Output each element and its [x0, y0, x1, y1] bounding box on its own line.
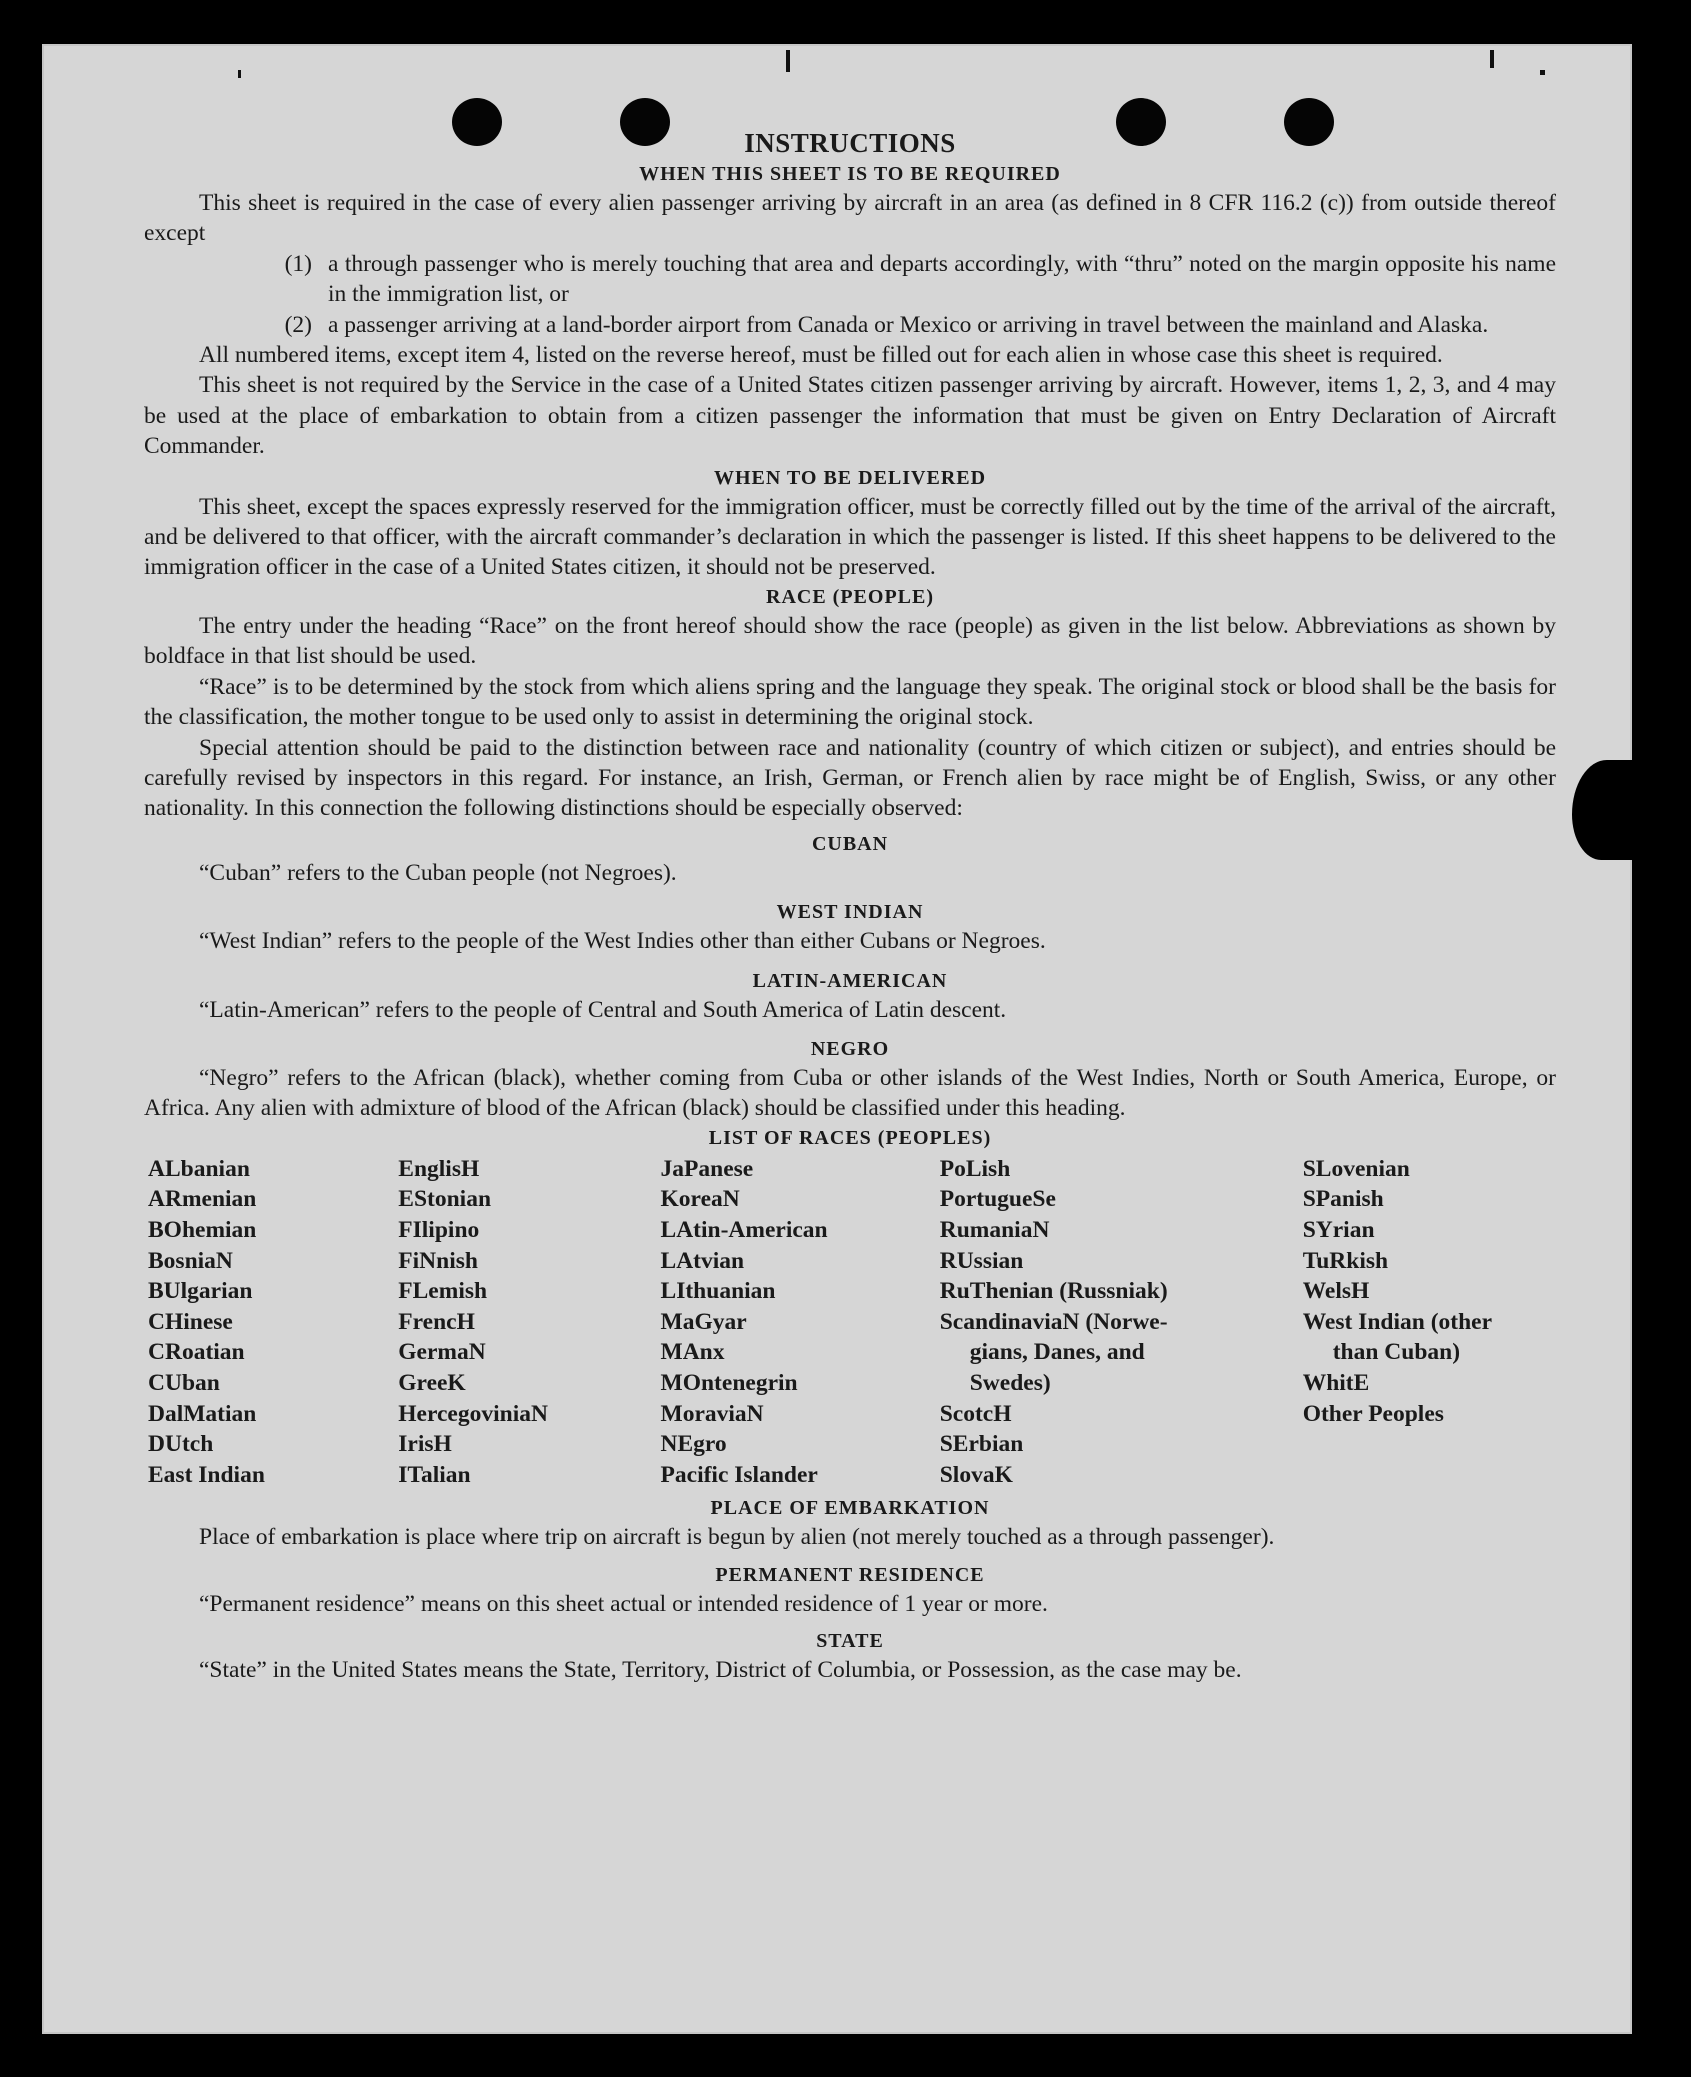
- paragraph: “State” in the United States means the State, Territory, District of Columbia, or Possession, as the case may be.: [199, 1657, 1242, 1684]
- section-heading: RACE (PEOPLE): [766, 585, 934, 608]
- races-column-4: [940, 1154, 1303, 1491]
- race-entry: FLemish: [398, 1278, 488, 1305]
- race-entry: West Indian (other: [1302, 1308, 1493, 1335]
- section-heading: WEST INDIAN: [776, 901, 924, 924]
- race-entry: GermaN: [398, 1339, 486, 1366]
- race-entry: MoraviaN: [660, 1400, 764, 1427]
- page-title: INSTRUCTIONS: [744, 128, 956, 158]
- race-entry: ScandinaviaN (Norwe-: [939, 1308, 1168, 1335]
- race-entry: FrencH: [398, 1308, 475, 1335]
- race-entry: LIthuanian: [660, 1278, 776, 1305]
- races-column-1: [144, 1154, 398, 1491]
- race-entry: EnglisH: [398, 1155, 480, 1182]
- paragraph: Place of embarkation is place where trip on aircraft is begun by alien (not merely touched as a through passenger).: [199, 1524, 1275, 1551]
- races-column-3: [661, 1154, 940, 1491]
- race-entry: FIlipino: [398, 1216, 480, 1243]
- race-entry: DalMatian: [148, 1400, 257, 1427]
- race-entry: SPanish: [1302, 1186, 1384, 1213]
- race-entry: CHinese: [148, 1308, 233, 1335]
- section-heading: PLACE OF EMBARKATION: [710, 1497, 990, 1520]
- race-entry-continued: Swedes): [969, 1369, 1051, 1396]
- scratch-mark: [786, 50, 790, 72]
- item-text: a through passenger who is merely touching that area and departs accordingly, with “thru” noted on the margin opposite his name in the immigration list, or: [328, 250, 1556, 308]
- race-entry: JaPanese: [660, 1155, 754, 1182]
- race-entry: RuThenian (Russniak): [939, 1278, 1168, 1305]
- race-entry: SErbian: [939, 1431, 1024, 1458]
- torn-edge: [1572, 760, 1636, 860]
- paragraph: This sheet is not required by the Service in the case of a United States citizen passenger arriving by aircraft. However, items 1, 2, 3, and 4 may be used at the place of embarkation to obtain from a citizen passenger the information that must be given on Entry Declaration of Aircraft Commander.: [144, 372, 1556, 460]
- race-entry-continued: gians, Danes, and: [969, 1339, 1145, 1366]
- paragraph: “Cuban” refers to the Cuban people (not Negroes).: [199, 859, 677, 886]
- race-entry: PortugueSe: [939, 1186, 1056, 1213]
- races-column-5: [1303, 1154, 1556, 1491]
- race-entry: East Indian: [148, 1461, 265, 1488]
- race-entry: BUlgarian: [148, 1278, 253, 1305]
- paragraph: “Race” is to be determined by the stock from which aliens spring and the language they speak. The original stock or blood shall be the basis for the classification, the mother tongue to be used only to assist in determining the original stock.: [144, 673, 1556, 731]
- race-entry: FiNnish: [398, 1247, 478, 1274]
- section-heading: WHEN TO BE DELIVERED: [713, 466, 987, 489]
- instructions-content: [144, 126, 1556, 1686]
- race-entry: WelsH: [1302, 1278, 1370, 1305]
- paragraph: All numbered items, except item 4, listed on the reverse hereof, must be filled out for each alien in whose case this sheet is required.: [199, 342, 1443, 369]
- races-list: [144, 1154, 1556, 1491]
- section-heading: CUBAN: [811, 832, 889, 855]
- race-entry: MOntenegrin: [660, 1369, 798, 1396]
- item-text: a passenger arriving at a land-border airport from Canada or Mexico or arriving in travel between the mainland and Alaska.: [328, 311, 1489, 338]
- race-entry: EStonian: [398, 1186, 492, 1213]
- race-entry: HercegoviniaN: [398, 1400, 548, 1427]
- race-entry: ScotcH: [939, 1400, 1012, 1427]
- race-entry: ITalian: [398, 1461, 471, 1488]
- race-entry: RUssian: [939, 1247, 1024, 1274]
- race-entry: BosniaN: [148, 1247, 233, 1274]
- scratch-mark: [238, 70, 241, 78]
- race-entry: PoLish: [939, 1155, 1011, 1182]
- race-entry: DUtch: [148, 1431, 214, 1458]
- section-heading: NEGRO: [810, 1037, 890, 1060]
- race-entry: SYrian: [1302, 1216, 1375, 1243]
- race-entry: ALbanian: [148, 1155, 250, 1182]
- race-entry: SlovaK: [939, 1461, 1013, 1488]
- section-heading: LATIN-AMERICAN: [752, 969, 948, 992]
- race-entry: ARmenian: [148, 1186, 257, 1213]
- races-column-2: [398, 1154, 660, 1491]
- race-entry: Other Peoples: [1302, 1400, 1444, 1427]
- race-entry: RumaniaN: [939, 1216, 1050, 1243]
- race-entry: LAtvian: [660, 1247, 745, 1274]
- race-entry: MaGyar: [660, 1308, 747, 1335]
- race-entry: GreeK: [398, 1369, 466, 1396]
- document-page: [42, 44, 1632, 2034]
- list-item: [144, 249, 1556, 310]
- race-entry: CUban: [148, 1369, 220, 1396]
- race-entry: SLovenian: [1302, 1155, 1410, 1182]
- paragraph: “Negro” refers to the African (black), whether coming from Cuba or other islands of the West Indies, North or South America, Europe, or Africa. Any alien with admixture of blood of the African (black) should be classified under this heading.: [144, 1064, 1556, 1122]
- list-item: [144, 310, 1556, 340]
- paragraph: “Permanent residence” means on this sheet actual or intended residence of 1 year or more.: [199, 1590, 1048, 1617]
- scratch-mark: [1490, 50, 1494, 68]
- paragraph: “Latin-American” refers to the people of Central and South America of Latin descent.: [199, 996, 1007, 1023]
- paragraph: Special attention should be paid to the distinction between race and nationality (country of which citizen or subject), and entries should be carefully revised by inspectors in this regard. For instance, an Irish, German, or French alien by race might be of English, Swiss, or any other nationality. In this connection the following distinctions should be especially observed:: [144, 734, 1556, 822]
- item-number: (2): [284, 311, 312, 338]
- paragraph: “West Indian” refers to the people of the West Indies other than either Cubans or Negroes.: [199, 928, 1046, 955]
- paragraph: This sheet, except the spaces expressly reserved for the immigration officer, must be correctly filled out by the time of the arrival of the aircraft, and be delivered to that officer, with the aircraft commander’s declaration in which the passenger is listed. If this sheet happens to be delivered to the immigration officer in the case of a United States citizen, it should not be preserved.: [144, 493, 1556, 581]
- section-heading: WHEN THIS SHEET IS TO BE REQUIRED: [639, 163, 1061, 185]
- section-heading: STATE: [816, 1630, 884, 1653]
- race-entry: NEgro: [660, 1431, 727, 1458]
- section-heading: PERMANENT RESIDENCE: [715, 1563, 985, 1586]
- paragraph: This sheet is required in the case of every alien passenger arriving by aircraft in an area (as defined in 8 CFR 116.2 (c)) from outside thereof except: [144, 190, 1556, 247]
- race-entry-continued: than Cuban): [1332, 1339, 1461, 1366]
- race-entry: TuRkish: [1302, 1247, 1389, 1274]
- item-number: (1): [284, 250, 312, 277]
- race-entry: MAnx: [660, 1339, 725, 1366]
- race-entry: KoreaN: [660, 1186, 740, 1213]
- section-heading: LIST OF RACES (PEOPLES): [708, 1126, 992, 1149]
- scratch-mark: [1540, 70, 1545, 75]
- race-entry: Pacific Islander: [660, 1461, 818, 1488]
- race-entry: LAtin-American: [660, 1216, 828, 1243]
- race-entry: CRoatian: [148, 1339, 245, 1366]
- race-entry: WhitE: [1302, 1369, 1370, 1396]
- race-entry: IrisH: [398, 1431, 452, 1458]
- paragraph: The entry under the heading “Race” on the front hereof should show the race (people) as given in the list below. Abbreviations as shown by boldface in that list should be used.: [144, 612, 1556, 670]
- race-entry: BOhemian: [148, 1216, 257, 1243]
